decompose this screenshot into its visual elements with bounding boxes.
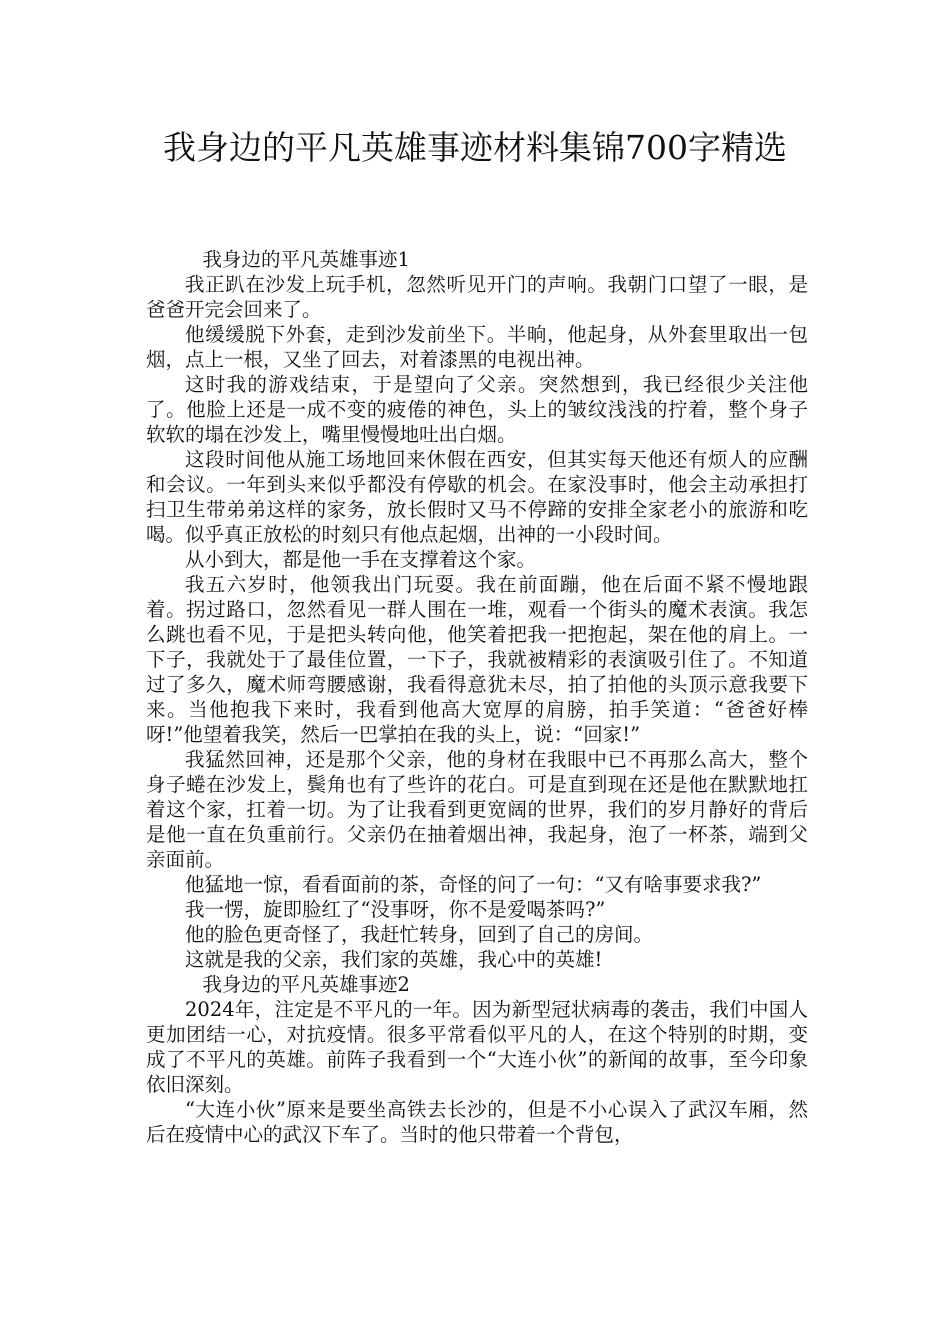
paragraph: 他的脸色更奇怪了，我赶忙转身，回到了自己的房间。 — [185, 923, 654, 946]
paragraph: 我猛然回神，还是那个父亲，他的身材在我眼中已不再那么高大，整个身子蜷在沙发上，鬓角也有了些许的花白。可是直到现在还是他在默默地扛着这个家，扛着一切。为了让我看到更宽阔的世界，我们的岁月静好的背后是他一直在负重前行。父亲仍在抽着烟出神，我起身，泡了一杯茶，端到父亲面前。 — [146, 748, 808, 871]
paragraph: 他缓缓脱下外套，走到沙发前坐下。半晌，他起身，从外套里取出一包烟，点上一根，又坐了回去，对着漆黑的电视出神。 — [146, 323, 808, 371]
paragraph: 我五六岁时，他领我出门玩耍。我在前面蹦，他在后面不紧不慢地跟着。拐过路口，忽然看见一群人围在一堆，观看一个街头的魔术表演。我怎么跳也看不见，于是把头转向他，他笑着把我一把抱起，架在他的肩上。一下子，我就处于了最佳位置，一下子，我就被精彩的表演吸引住了。不知道过了多久，魔术师弯腰感谢，我看得意犹未尽，拍了拍他的头顶示意我要下来。当他抱我下来时，我看到他高大宽厚的肩膀，拍手笑道：“爸爸好棒呀!”他望着我笑，然后一巴掌拍在我的头上，说：“回家!” — [146, 573, 808, 746]
paragraph: 我正趴在沙发上玩手机，忽然听见开门的声响。我朝门口望了一眼，是爸爸开完会回来了。 — [146, 273, 808, 321]
paragraph: “大连小伙”原来是要坐高铁去长沙的，但是不小心误入了武汉车厢，然后在疫情中心的武汉下车了。当时的他只带着一个背包， — [146, 1098, 808, 1146]
paragraph: 这就是我的父亲，我们家的英雄，我心中的英雄! — [185, 948, 603, 971]
document-title: 我身边的平凡英雄事迹材料集锦700字精选 — [163, 128, 787, 167]
paragraph: 我一愣，旋即脸红了“没事呀，你不是爱喝茶吗?” — [185, 898, 606, 921]
paragraph: 这段时间他从施工场地回来休假在西安，但其实每天他还有烦人的应酬和会议。一年到头来似乎都没有停歇的机会。在家没事时，他会主动承担打扫卫生带弟弟这样的家务，放长假时又马不停蹄的安排全家老小的旅游和吃喝。似乎真正放松的时刻只有他点起烟，出神的一小段时间。 — [146, 448, 808, 546]
section-heading: 我身边的平凡英雄事迹1 — [202, 248, 410, 271]
paragraph: 从小到大，都是他一手在支撑着这个家。 — [185, 548, 537, 571]
section-heading: 我身边的平凡英雄事迹2 — [202, 973, 410, 996]
paragraph: 2024年，注定是不平凡的一年。因为新型冠状病毒的袭击，我们中国人更加团结一心，对抗疫情。很多平常看似平凡的人，在这个特别的时期，变成了不平凡的英雄。前阵子我看到一个“大连小伙”的新闻的故事，至今印象依旧深刻。 — [146, 998, 808, 1096]
document-body — [146, 247, 808, 1147]
paragraph: 这时我的游戏结束，于是望向了父亲。突然想到，我已经很少关注他了。他脸上还是一成不变的疲倦的神色，头上的皱纹浅浅的拧着，整个身子软软的塌在沙发上，嘴里慢慢地吐出白烟。 — [146, 373, 808, 446]
paragraph: 他猛地一惊，看看面前的茶，奇怪的问了一句：“又有啥事要求我?” — [185, 873, 762, 896]
